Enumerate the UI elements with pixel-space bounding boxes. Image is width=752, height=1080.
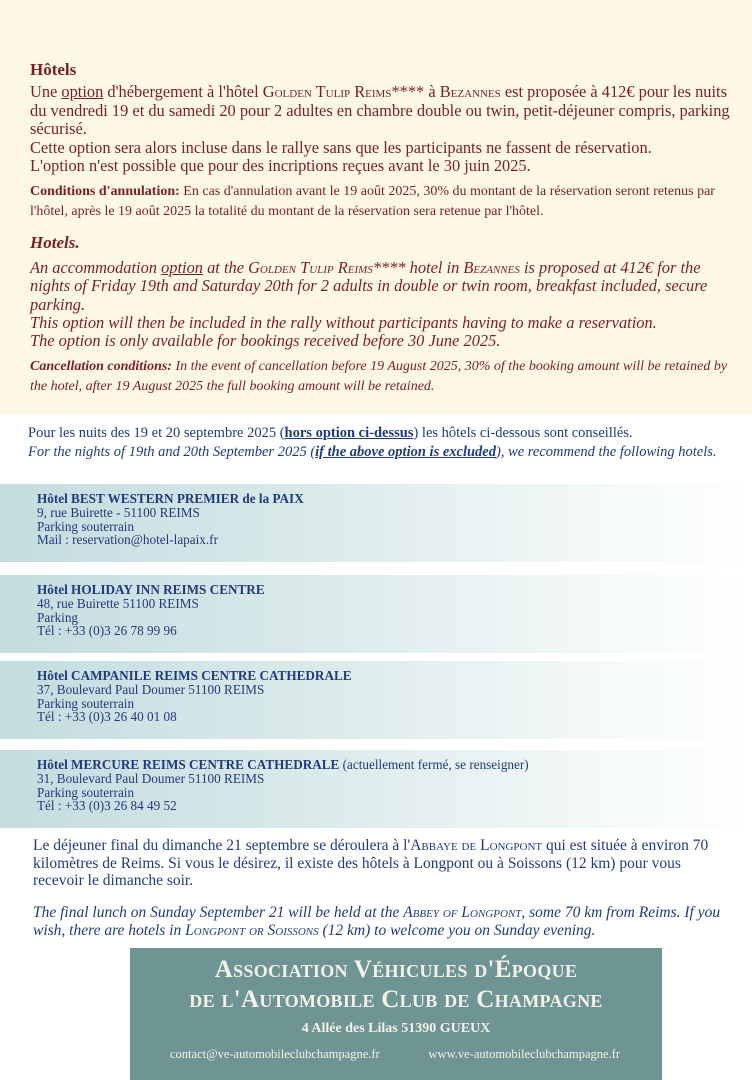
- text: d'hébergement à l'hôtel: [103, 82, 263, 101]
- hotel-card-address: 48, rue Buirette 51100 REIMS: [37, 595, 199, 611]
- hotel-card-address: 31, Boulevard Paul Doumer 51100 REIMS: [37, 770, 265, 786]
- town-name: Bezannes: [439, 82, 501, 101]
- hotel-card: [0, 484, 752, 562]
- abbey-name: Abbey of Longpont: [403, 904, 522, 921]
- club-website[interactable]: www.ve-automobileclubchampagne.fr: [428, 1047, 620, 1061]
- option-paragraph-en: [30, 259, 742, 350]
- text: à: [424, 82, 440, 101]
- hotel-card-address: 37, Boulevard Paul Doumer 51100 REIMS: [37, 681, 265, 697]
- hotel-card-parking: Parking souterrain: [37, 518, 135, 534]
- text: L'option n'est possible que pour des incriptions reçues avant le 30 juin 2025.: [30, 156, 531, 176]
- hotel-name: Golden Tulip Reims: [248, 258, 373, 277]
- hotel-card: [0, 661, 752, 739]
- cancellation-conditions-en: [30, 357, 742, 397]
- text: is proposed at 412€ for the nights of Friday 19th and Saturday 20th for 2 adults in double or twin room, breakfast included, secure parking.: [30, 258, 708, 314]
- option-keyword: option: [161, 258, 203, 277]
- hotel-stars: ****: [372, 258, 406, 277]
- text: at the: [203, 258, 249, 277]
- text: Pour les nuits des 19 et 20 septembre 2025 (: [28, 425, 285, 441]
- text: qui est située à environ 70 kilomètres de Reims. Si vous le désirez, il existe des hôtels à Longpont ou à Soissons (12 km) pour vous recevoir le dimanche soir.: [33, 837, 709, 890]
- cancellation-conditions-fr: [30, 182, 742, 222]
- town-name: Bezannes: [463, 258, 520, 277]
- hotel-card-contact: Tél : +33 (0)3 26 40 01 08: [37, 709, 177, 725]
- hotel-card-parking: Parking souterrain: [37, 784, 135, 800]
- text: est proposée à 412€ pour les nuits du vendredi 19 et du samedi 20 pour 2 adultes en chambre double ou twin, petit-déjeuner compris, parking sécurisé.: [30, 82, 730, 139]
- text: Une: [30, 82, 62, 101]
- hotel-card-name: Hôtel BEST WESTERN PREMIER de la PAIX: [37, 491, 304, 506]
- hotel-card-name: Hôtel CAMPANILE REIMS CENTRE CATHEDRALE: [37, 668, 352, 683]
- text: (12 km) to welcome you on Sunday evening.: [318, 921, 596, 939]
- text: ) les hôtels ci-dessous sont conseillés.: [413, 425, 633, 441]
- option-keyword: option: [61, 82, 104, 101]
- cancellation-label: Cancellation conditions:: [30, 359, 172, 374]
- town-names: Longpont or Soissons: [185, 921, 319, 939]
- cancellation-text: In the event of cancellation before 19 August 2025, 30% of the booking amount will be retained by the hotel, after 19 August 2025 the full booking amount will be retained.: [30, 359, 728, 394]
- club-name-line-2: de l'Automobile Club de Champagne: [189, 986, 603, 1013]
- hotel-card: [0, 750, 752, 828]
- text: This option will then be included in the rally without participants having to make a reservation.: [30, 312, 657, 332]
- final-lunch-paragraph-fr: [33, 837, 733, 890]
- club-address: 4 Allée des Lilas 51390 GUEUX: [301, 1021, 491, 1036]
- exclusion-note: hors option ci-dessus: [284, 425, 414, 441]
- hotel-card-name: Hôtel HOLIDAY INN REIMS CENTRE: [37, 582, 265, 597]
- text: The final lunch on Sunday September 21 will be held at the: [33, 904, 404, 921]
- hotel-card-note: (actuellement fermé, se renseigner): [339, 757, 529, 772]
- hotel-stars: ****: [391, 82, 425, 101]
- text: Cette option sera alors incluse dans le rallye sans que les participants ne fassent de réservation.: [30, 137, 652, 157]
- abbey-name: Abbaye de Longpont: [410, 837, 543, 854]
- recommended-hotels-intro-fr: [28, 425, 633, 442]
- hotel-card-name: Hôtel MERCURE REIMS CENTRE CATHEDRALE: [37, 757, 340, 772]
- hotel-card-parking: Parking souterrain: [37, 695, 135, 711]
- hotel-card-contact: Tél : +33 (0)3 26 78 99 96: [37, 623, 177, 639]
- recommended-hotels-intro-en: [28, 444, 717, 461]
- club-name-line-1: Association Véhicules d'Époque: [214, 956, 578, 983]
- text: The option is only available for bookings received before 30 June 2025.: [30, 331, 501, 351]
- text: , some 70 km from Reims. If you wish, there are hotels in: [33, 904, 721, 939]
- hotel-card-parking: Parking: [37, 609, 79, 625]
- text: ), we recommend the following hotels.: [495, 444, 717, 460]
- final-lunch-paragraph-en: [33, 904, 745, 939]
- hotel-card: [0, 575, 752, 653]
- section-title-en: Hotels.: [30, 233, 80, 252]
- exclusion-note: if the above option is excluded: [315, 444, 496, 460]
- hotel-card-contact: Tél : +33 (0)3 26 84 49 52: [37, 798, 177, 814]
- hotel-card-address: 9, rue Buirette - 51100 REIMS: [37, 504, 200, 520]
- text: For the nights of 19th and 20th September 2025 (: [28, 444, 316, 460]
- text: An accommodation: [30, 258, 162, 277]
- section-title-fr: Hôtels: [30, 60, 77, 79]
- hotel-card-contact: Mail : reservation@hotel-lapaix.fr: [37, 532, 218, 548]
- option-paragraph-fr: [30, 83, 730, 176]
- club-footer-banner: [130, 948, 662, 1080]
- club-email[interactable]: contact@ve-automobileclubchampagne.fr: [170, 1047, 380, 1061]
- text: hotel in: [405, 258, 464, 277]
- text: Le déjeuner final du dimanche 21 septembre se déroulera à l': [33, 837, 411, 854]
- hotel-name: Golden Tulip Reims: [262, 82, 392, 101]
- cancellation-label: Conditions d'annulation:: [30, 184, 180, 199]
- cancellation-text: En cas d'annulation avant le 19 août 2025, 30% du montant de la réservation seront retenus par l'hôtel, après le 19 août 2025 la totalité du montant de la réservation sera retenue par l'hôtel.: [30, 184, 715, 219]
